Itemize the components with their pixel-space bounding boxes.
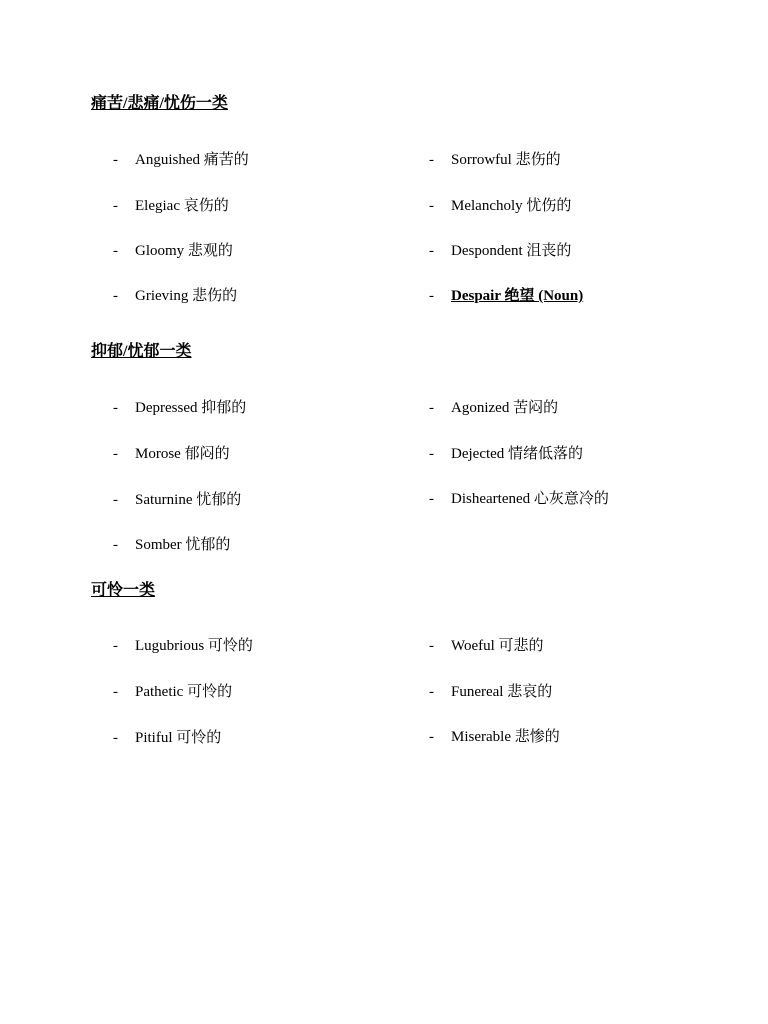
bullet-dash: - <box>113 730 118 746</box>
bullet-dash: - <box>429 729 434 745</box>
word-entry: Somber 忧郁的 <box>135 537 231 553</box>
bullet-dash: - <box>429 288 434 304</box>
word-entry: Depressed 抑郁的 <box>135 400 247 416</box>
word-entry: Pathetic 可怜的 <box>135 684 233 700</box>
bullet-dash: - <box>429 638 434 654</box>
bullet-dash: - <box>113 492 118 508</box>
bullet-dash: - <box>113 638 118 654</box>
word-entry: Pitiful 可怜的 <box>135 730 222 746</box>
bullet-dash: - <box>429 243 434 259</box>
bullet-dash: - <box>113 288 118 304</box>
bullet-dash: - <box>429 491 434 507</box>
bullet-dash: - <box>113 198 118 214</box>
word-entry: Despair 绝望 (Noun) <box>451 288 584 304</box>
word-entry: Despondent 沮丧的 <box>451 243 572 259</box>
word-entry: Agonized 苦闷的 <box>451 400 559 416</box>
word-entry: Dejected 情绪低落的 <box>451 446 584 462</box>
word-entry: Funereal 悲哀的 <box>451 684 553 700</box>
word-entry: Grieving 悲伤的 <box>135 288 238 304</box>
word-entry: Miserable 悲惨的 <box>451 729 560 745</box>
bullet-dash: - <box>429 152 434 168</box>
word-entry: Disheartened 心灰意冷的 <box>451 491 609 507</box>
word-entry: Woeful 可悲的 <box>451 638 544 654</box>
word-entry: Melancholy 忧伤的 <box>451 198 572 214</box>
word-entry: Lugubrious 可怜的 <box>135 638 253 654</box>
bullet-dash: - <box>429 446 434 462</box>
word-entry: Saturnine 忧郁的 <box>135 492 242 508</box>
word-entry: Anguished 痛苦的 <box>135 152 249 168</box>
bullet-dash: - <box>113 152 118 168</box>
section-title-pitiful: 可怜一类 <box>91 582 156 599</box>
bullet-dash: - <box>113 684 118 700</box>
word-entry: Gloomy 悲观的 <box>135 243 233 259</box>
word-entry: Sorrowful 悲伤的 <box>451 152 561 168</box>
section-title-depression: 抑郁/忧郁一类 <box>91 343 192 360</box>
word-entry: Elegiac 哀伤的 <box>135 198 229 214</box>
bullet-dash: - <box>429 684 434 700</box>
bullet-dash: - <box>429 198 434 214</box>
bullet-dash: - <box>113 243 118 259</box>
bullet-dash: - <box>113 446 118 462</box>
bullet-dash: - <box>113 400 118 416</box>
bullet-dash: - <box>429 400 434 416</box>
word-entry: Morose 郁闷的 <box>135 446 230 462</box>
section-title-pain: 痛苦/悲痛/忧伤一类 <box>91 95 228 112</box>
bullet-dash: - <box>113 537 118 553</box>
